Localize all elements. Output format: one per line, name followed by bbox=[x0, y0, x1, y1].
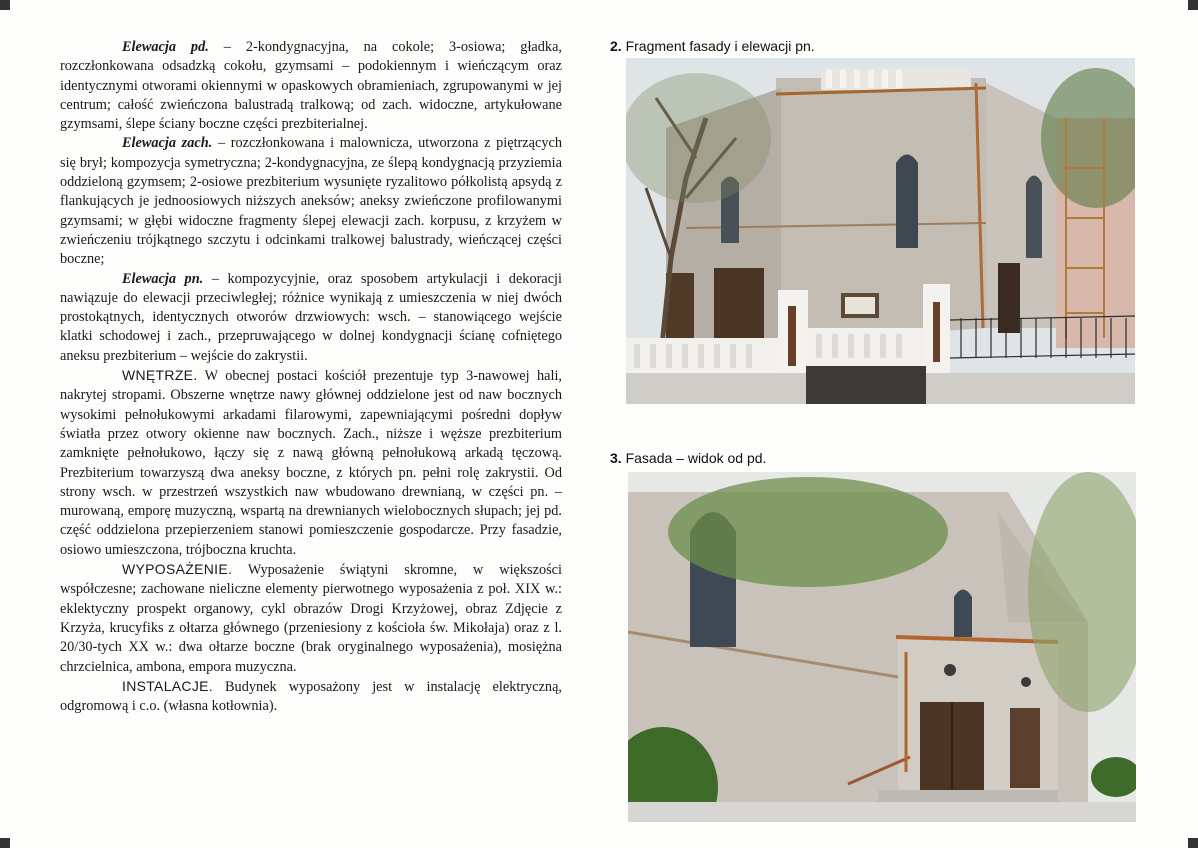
figure-2-caption bbox=[610, 38, 815, 54]
west-elevation-label: Elewacja zach. bbox=[122, 135, 213, 152]
paragraph-furnishings bbox=[60, 560, 562, 677]
paragraph-south-elevation bbox=[60, 38, 562, 134]
north-elevation-label: Elewacja pn. bbox=[122, 270, 204, 287]
west-elevation-text: – rozczłonkowana i malownicza, utworzona z piętrzących się brył; kompozycja symetryczna; 2-kondygnacyjna, ze ślepą kondygnacją przyziemia oddzieloną gzymsem; 2-osiowe prezbiterium wysunięte ryzalitowo półkolistą apsydą z flankujących je jednoosiowych niższych aneksów; aneksy zwieńczone profilowanymi gzymsami; w głębi widoczne fragmenty ślepej elewacji zach. korpusu, z krzyżem w zwieńczeniu trójkątnego szczytu i odcinkami tralkowej balustrady, wieńczącej części boczne; bbox=[60, 135, 562, 268]
figure-3-photo bbox=[628, 472, 1136, 822]
scan-corner-mark bbox=[0, 838, 10, 848]
paragraph-interior bbox=[60, 366, 562, 560]
scan-corner-mark bbox=[1188, 0, 1198, 10]
installations-heading: INSTALACJE. bbox=[122, 677, 213, 694]
paragraph-west-elevation bbox=[60, 134, 562, 269]
north-elevation-text: – kompozycyjnie, oraz sposobem artykulacji i dekoracji nawiązuje do elewacji przeciwległej; różnice wynikają z umieszczenia w niej dwóch prostokątnych, identycznych otworów drzwiowych: wsch. – stanowiącego wejście klatki schodowej i zach., przepruwającego w dolnej kondygnacji ścianę cofniętego aneksu prezbiterium – wejście do zakrystii. bbox=[60, 270, 562, 364]
description-text-column bbox=[60, 38, 562, 716]
furnishings-heading: WYPOSAŻENIE. bbox=[122, 561, 233, 578]
interior-heading: WNĘTRZE. bbox=[122, 367, 198, 384]
figure-2-number: 2. bbox=[610, 38, 622, 54]
figure-3-caption-text: Fasada – widok od pd. bbox=[625, 450, 767, 466]
figure-2-caption-text: Fragment fasady i elewacji pn. bbox=[625, 38, 815, 54]
interior-text: W obecnej postaci kościół prezentuje typ 3-nawowej hali, nakrytej stropami. Obszerne wnętrze nawy głównej oddzielone jest od naw bocznych wysokimi pełnołukowymi arkadami filarowymi, zapewniającymi pośredni dopływ światła przez otwory okienne naw bocznych. Zach., niższe i węższe prezbiterium zamknięte pełnołukowo, łączy się z nawą główną pełnołukową arkadą tęczową. Prezbiterium towarzyszą dwa aneksy boczne, z których pn. pełni rolę zakrystii. Od strony wsch. w przestrzeń wszystkich naw wbudowano drewnianą, w części pn. – murowaną, emporę muzyczną, wspartą na drewnianych wielobocznych słupach; jej pd. część oddzielona przepierzeniem stanowi pomieszczenie gospodarcze. Przy fasadzie, osiowo umieszczona, trójboczna kruchta. bbox=[60, 368, 562, 558]
scan-corner-mark bbox=[0, 0, 10, 10]
figure-2-photo bbox=[626, 58, 1135, 404]
church-facade-south-view-illustration bbox=[628, 472, 1136, 822]
paragraph-installations bbox=[60, 677, 562, 717]
figure-3-caption bbox=[610, 450, 766, 466]
furnishings-text: Wyposażenie świątyni skromne, w większości współczesne; zachowane nieliczne elementy pierwotnego wyposażenia z poł. XIX w.: eklektyczny prospekt organowy, cykl obrazów Drogi Krzyżowej, obraz Zdjęcie z Krzyża, krucyfiks z ołtarza głównego (przeniesiony z kościoła św. Mikołaja) oraz z l. 20/30-tych XX w.: dwa ołtarze boczne (brak oryginalnego wyposażenia), mosiężna chrzcielnica, ambona, empora muzyczna. bbox=[60, 562, 562, 675]
figure-3-number: 3. bbox=[610, 450, 622, 466]
church-north-facade-illustration bbox=[626, 58, 1135, 404]
paragraph-north-elevation bbox=[60, 270, 562, 366]
installations-text: Budynek wyposażony jest w instalację elektryczną, odgromową i c.o. (własna kotłownia). bbox=[60, 678, 562, 715]
south-elevation-label: Elewacja pd. bbox=[122, 39, 209, 55]
scan-corner-mark bbox=[1188, 838, 1198, 848]
south-elevation-text: – 2-kondygnacyjna, na cokole; 3-osiowa; gładka, rozczłonkowana odsadzką cokołu, gzymsami – podokiennym i wieńczącym oraz identycznymi otworami okiennymi w opaskowych obramieniach, zgrupowanymi w jej centrum; całość zwieńczona balustradą tralkową; od zach. widoczne, artykułowane gzymsami, ślepe ściany boczne części prezbiterialnej. bbox=[60, 39, 562, 133]
